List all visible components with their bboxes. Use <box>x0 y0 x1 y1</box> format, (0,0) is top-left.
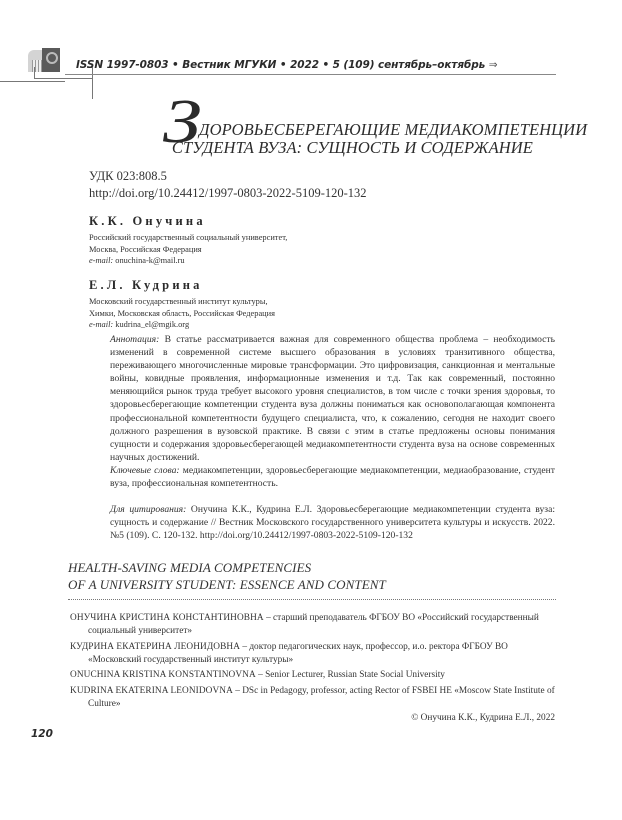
email-label: e-mail: <box>89 256 114 265</box>
bio-text: – Senior Lecturer, Russian State Social University <box>255 670 445 680</box>
author-bio <box>70 641 556 667</box>
author-name: К.К. Онучина <box>89 214 206 228</box>
citation-label: Для цитирования: <box>110 504 187 515</box>
bio-text: – старший преподаватель ФГБОУ ВО «Российский государственный социальный университет» <box>88 613 539 637</box>
abstract <box>110 333 555 464</box>
author-name: Е.Л. Кудрина <box>89 278 203 292</box>
page-number: 120 <box>31 728 53 740</box>
journal-logo <box>28 48 66 78</box>
bio-name: ОНУЧИНА КРИСТИНА КОНСТАНТИНОВНА <box>70 613 264 623</box>
author-bio <box>70 685 556 711</box>
citation <box>110 503 555 542</box>
abstract-label: Аннотация: <box>110 334 160 345</box>
header-rule <box>65 74 556 75</box>
author-email[interactable]: kudrina_el@mgik.org <box>115 320 190 329</box>
bio-text: – доктор педагогических наук, профессор, и.о. ректора ФГБОУ ВО «Московский государственный институт культуры» <box>88 642 508 666</box>
running-head <box>76 59 497 71</box>
copyright: © Онучина К.К., Кудрина Е.Л., 2022 <box>411 713 555 723</box>
keywords <box>110 464 555 490</box>
article-title-line-1: ДОРОВЬЕСБЕРЕГАЮЩИЕ МЕДИАКОМПЕТЕНЦИИ <box>199 120 588 139</box>
author-affiliation-block <box>89 296 275 331</box>
bio-name: ONUCHINA KRISTINA KONSTANTINOVNA <box>70 670 256 680</box>
author-location: Москва, Российская Федерация <box>89 244 202 254</box>
keywords-text: медиакомпетенции, здоровьесберегающие медиакомпетенции, медиаобразование, студент вуза, профессиональная компетентность. <box>110 465 555 490</box>
citation-text: Онучина К.К., Кудрина Е.Л. Здоровьесберегающие медиакомпетенции студента вуза: сущность и содержание // Вестник Московского государственного университета культуры и искусств. 2022. №5 (109). С. 120-132. http://doi.org/10.24412/1997-0803-2022-5109-120-132 <box>110 504 555 542</box>
email-label: e-mail: <box>89 320 114 329</box>
author-affiliation: Российский государственный социальный университет, <box>89 233 288 242</box>
bio-name: KUDRINA EKATERINA LEONIDOVNA <box>70 686 233 696</box>
running-head-text: ISSN 1997-0803 • Вестник МГУКИ • 2022 • 5 (109) сентябрь–октябрь <box>76 59 486 71</box>
english-title-line-2: OF A UNIVERSITY STUDENT: ESSENCE AND CONTENT <box>68 576 386 592</box>
author-affiliation-block <box>89 232 287 267</box>
title-drop-cap: З <box>163 88 202 156</box>
abstract-text: В статье рассматривается важная для современного общества проблема – необходимость изменений в современной системе высшего образования в условиях транзитивного общества, переживающего многочисленные мировые трансформации. Это цифровизация, санкционная и ментальные войны, ковидные проявления, информационные изменения и т.д. Так как современный, постоянно меняющийся рынок труда требует высокого уровня специалистов, в том числе с точки зрения здоровья, то здоровьесберегающие компетенции студента вуза должны пониматься как основополагающая компонента профессиональной компетентности будущего специалиста, что, к сожалению, сегодня не находит своего должного разрешения в вузовской практике. В связи с этим в статье предложены основы понимания сущности и содержания здоровьесберегающей медиакомпетентности студента вуза на основе современных научных достижений. <box>110 334 555 463</box>
author-email[interactable]: onuchina-k@mail.ru <box>115 256 185 265</box>
author-location: Химки, Московская область, Российская Федерация <box>89 308 275 318</box>
doi-link[interactable]: http://doi.org/10.24412/1997-0803-2022-5109-120-132 <box>89 186 367 200</box>
header-rule-left <box>0 81 65 82</box>
dotted-divider <box>68 599 556 600</box>
keywords-label: Ключевые слова: <box>110 465 180 476</box>
next-arrow-icon: ⇒ <box>488 59 498 71</box>
english-title-line-1: HEALTH-SAVING MEDIA COMPETENCIES <box>68 560 312 575</box>
english-title <box>68 560 386 593</box>
bio-name: КУДРИНА ЕКАТЕРИНА ЛЕОНИДОВНА <box>70 642 241 652</box>
author-bio <box>70 669 556 682</box>
bio-text: – DSc in Pedagogy, professor, acting Rector of FSBEI HE «Moscow State Institute of Culture» <box>88 686 555 710</box>
author-affiliation: Московский государственный институт культуры, <box>89 297 268 306</box>
udk-code: УДК 023:808.5 <box>89 169 167 183</box>
article-title-line-2: СТУДЕНТА ВУЗА: СУЩНОСТЬ И СОДЕРЖАНИЕ <box>171 138 533 157</box>
author-bio <box>70 612 556 638</box>
